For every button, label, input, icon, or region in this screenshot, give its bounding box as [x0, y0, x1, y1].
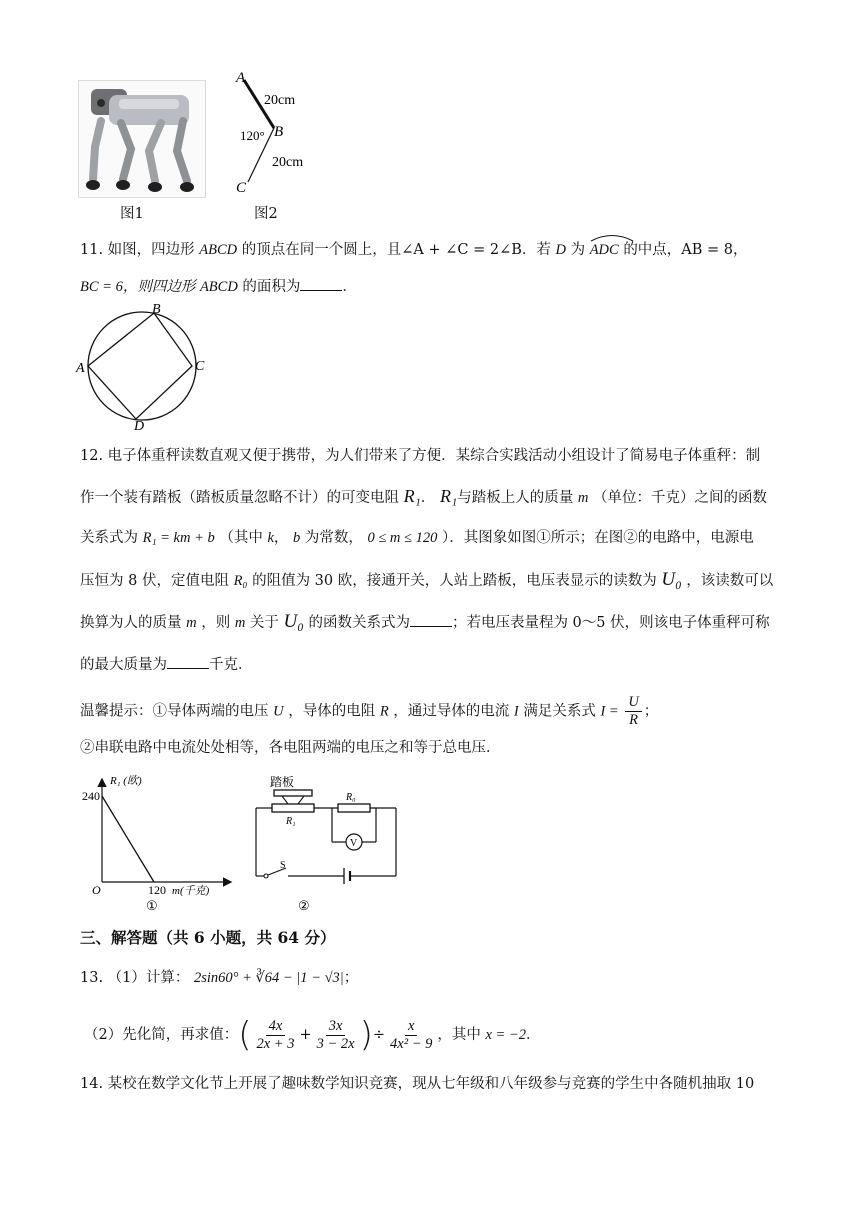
- q12-line3: 关系式为 R₁ = km + b （其中 k， b 为常数， 0 ≤ m ≤ 120 ）．其图象如图①所示；在图②的电路中，电源电: [80, 530, 754, 546]
- q12-line5: 换算为人的质量 m ，则 m 关于 U₀ 的函数关系式为 ；若电压表量程为 0～5 伏，则该电子体重秤可称: [80, 611, 770, 632]
- q14-line1: 14. 某校在数学文化节上开展了趣味数学知识竞赛，现从七年级和八年级参与竞赛的学生中各随机抽取 10: [80, 1076, 755, 1092]
- circuit-caption: ②: [298, 898, 310, 913]
- svg-text:C: C: [195, 359, 205, 374]
- svg-text:B: B: [152, 302, 161, 317]
- q12-line1: 12. 电子体重秤读数直观又便于携带，为人们带来了方便．某综合实践活动小组设计了简易电子体重秤：制: [80, 448, 761, 464]
- circuit-r1-label: R₁: [286, 816, 296, 827]
- q11-circle-figure: [74, 302, 214, 432]
- q12-line2: 作一个装有踏板（踏板质量忽略不计）的可变电阻 R₁． R₁与踏板上人的质量 m （单位：千克）之间的函数: [80, 486, 767, 506]
- chart-origin: O: [92, 883, 101, 897]
- chart-ylabel: R₁ (欧): [110, 775, 142, 787]
- fig1-caption: 图1: [120, 206, 144, 222]
- svg-text:D: D: [134, 419, 145, 432]
- q11-answer-blank: [300, 276, 342, 291]
- fig2-angle: 120°: [240, 128, 265, 143]
- fig2-caption: 图2: [254, 206, 278, 222]
- fig2-length-ab: 20cm: [264, 93, 296, 108]
- q11-line1: 11. 如图，四边形 ABCD 的顶点在同一个圆上，且∠A + ∠C = 2∠B．若 D 为 ADC 的中点，AB = 8，: [80, 236, 748, 260]
- q12-chart: [80, 772, 240, 914]
- chart-caption: ①: [146, 898, 158, 913]
- fig2-diagram: [230, 66, 320, 196]
- fig2-length-bc: 20cm: [272, 155, 304, 170]
- circuit-switch-label: S: [280, 860, 286, 871]
- q13-part2: （2）先化简，再求值： ( $\frac{4x}{2x + 3}$ + $\frac{3x}{3 - 2x}$ ) ÷ $\frac{x}{\text{4x² − 9}}$ ，其中 x = −2 ．: [84, 1015, 541, 1055]
- chart-series-line: [102, 796, 154, 882]
- q12-hint2: ②串联电路中电流处处相等，各电阻两端的电压之和等于总电压．: [80, 740, 501, 756]
- q12-line6: 的最大质量为 千克．: [80, 654, 253, 675]
- q12-hint1: 温馨提示：①导体两端的电压 U ，导体的电阻 R ，通过导体的电流 I 满足关系式 I = $\frac{U}{R}$ ；: [80, 694, 659, 728]
- section3-heading: 三、解答题（共 6 小题，共 64 分）: [80, 928, 336, 947]
- circuit-pedal-label: 踏板: [270, 775, 295, 789]
- q12-line4: 压恒为 8 伏，定值电阻 R₀ 的阻值为 30 欧，接通开关，人站上踏板，电压表显示的读数为 U₀ ，该读数可以: [80, 569, 774, 590]
- q12-blank-2: [167, 654, 209, 669]
- q11-line2: BC = 6，则四边形 ABCD 的面积为 ．: [80, 276, 357, 297]
- fig2-label-a: A: [236, 70, 246, 86]
- q12-blank-1: [410, 612, 452, 627]
- q13-part1: 13. （1）计算： 2sin60° + ∛64 − |1 − √3|；: [80, 970, 359, 986]
- robot-dog-image: [78, 80, 206, 198]
- chart-xlabel: m(千克): [172, 885, 210, 897]
- circuit-meter-label: V: [350, 838, 358, 849]
- fig2-label-b: B: [274, 124, 284, 140]
- q12-circuit-diagram: [250, 772, 410, 914]
- chart-ytick-240: 240: [82, 789, 100, 803]
- svg-text:A: A: [76, 361, 85, 376]
- chart-xtick-120: 120: [148, 883, 166, 897]
- fig2-label-c: C: [236, 180, 247, 196]
- circuit-r0-label: R₀: [346, 792, 356, 803]
